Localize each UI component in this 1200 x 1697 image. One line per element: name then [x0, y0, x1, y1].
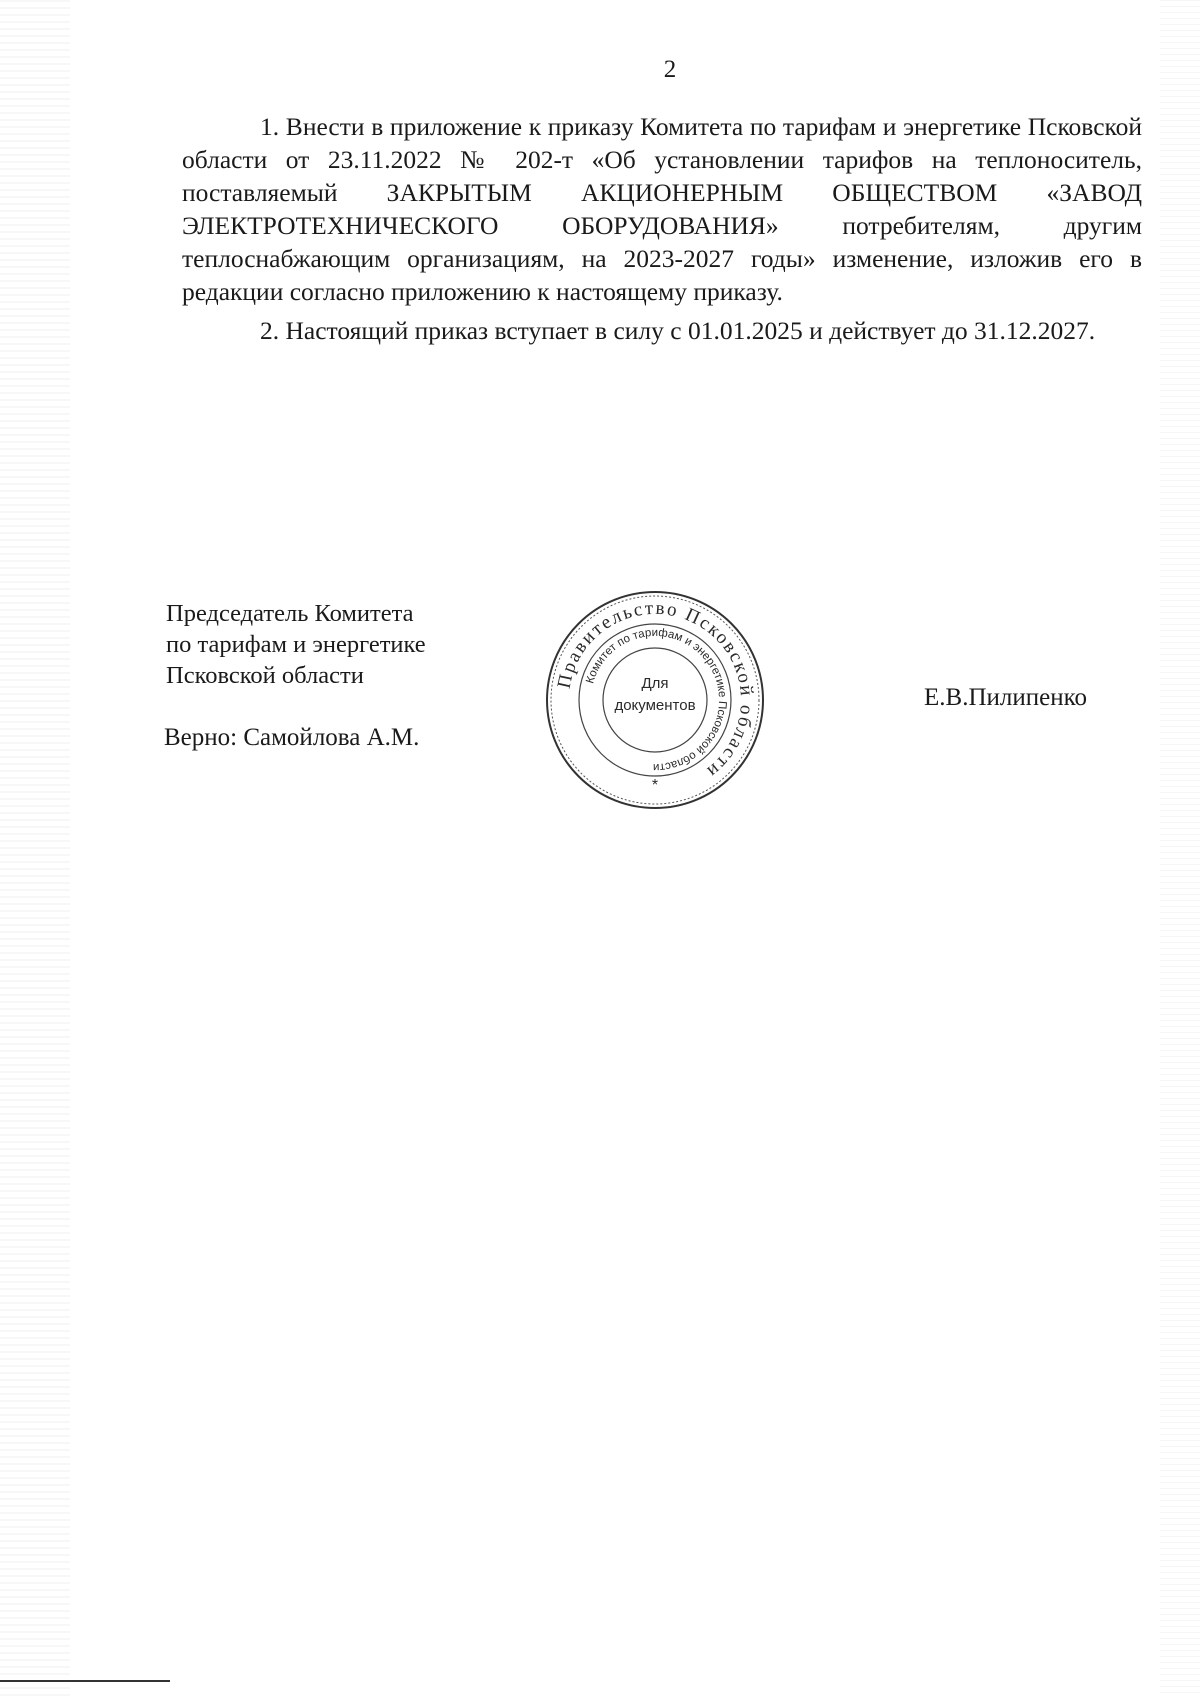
seal-center-line-1: Для [641, 675, 669, 692]
verified-by: Верно: Самойлова А.М. [164, 724, 420, 751]
signer-title-line-2: по тарифам и энергетике [166, 631, 426, 658]
scan-edge-left [0, 0, 70, 1697]
page-number: 2 [663, 56, 677, 83]
signer-name: Е.В.Пилипенко [924, 684, 1087, 711]
signer-title [166, 598, 506, 691]
footer-rule [0, 1680, 170, 1682]
seal-star: * [651, 777, 659, 794]
paragraph-1: 1. Внести в приложение к приказу Комитета по тарифам и энергетике Псковской области от 23.11.2022 № 202-т «Об установлении тарифов на теплоноситель, поставляемый ЗАКРЫТЫМ АКЦИОНЕРНЫМ ОБЩЕСТВОМ «ЗАВОД ЭЛЕКТРОТЕХНИЧЕСКОГО ОБОРУДОВАНИЯ» потребителям, другим теплоснабжающим организациям, на 2023-2027 годы» изменение, изложив его в редакции согласно приложению к настоящему приказу. [182, 112, 1142, 306]
paragraph-2: 2. Настоящий приказ вступает в силу с 01.01.2025 и действует до 31.12.2027. [260, 316, 1096, 345]
official-seal [540, 585, 770, 815]
seal-center-line-2: документов [614, 697, 696, 714]
signer-title-line-3: Псковской области [166, 662, 364, 689]
seal-center [540, 673, 770, 717]
signer-title-line-1: Председатель Комитета [166, 600, 414, 627]
order-body [182, 110, 1142, 347]
seal-outer-path: Правительство Псковской области [553, 597, 758, 783]
scan-edge-right [1160, 0, 1200, 1697]
seal-inner-path: Комитет по тарифам и энергетике Псковской области [584, 626, 729, 774]
